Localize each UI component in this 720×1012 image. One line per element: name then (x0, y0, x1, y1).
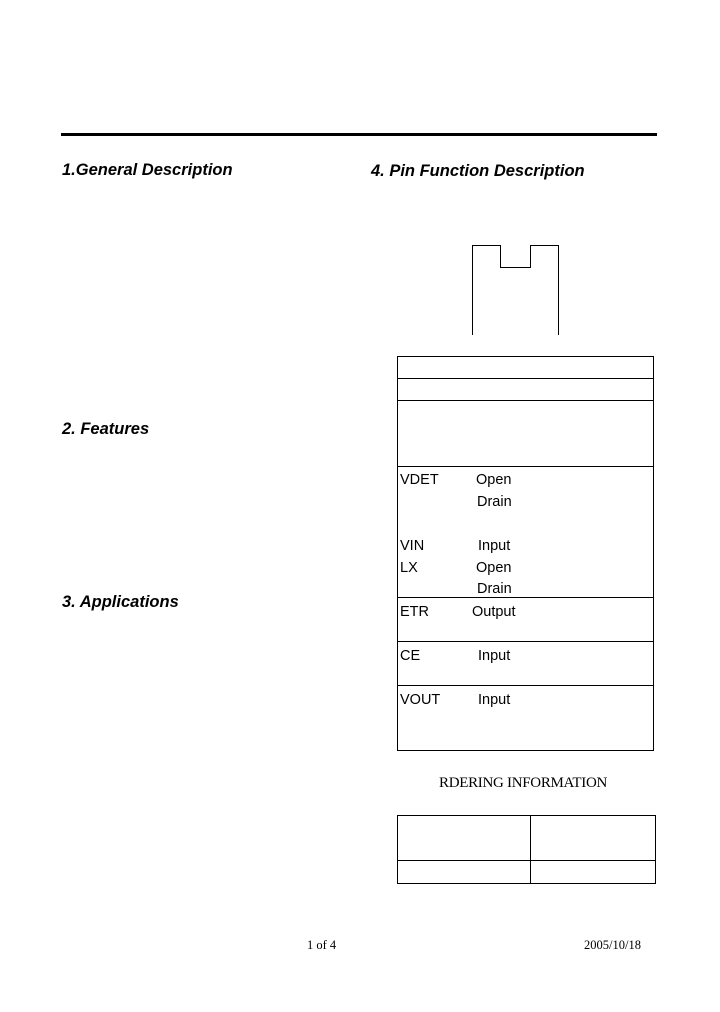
table-divider (397, 641, 654, 642)
pin-function-heading: 4. Pin Function Description (371, 162, 585, 180)
table-divider (397, 400, 654, 401)
pin-type: Input (478, 538, 511, 554)
table-divider (397, 597, 654, 598)
table-divider (397, 466, 654, 467)
pin-type-continued: Drain (477, 494, 512, 510)
pin-function-table (397, 356, 654, 751)
pin-type: Output (472, 604, 516, 620)
package-outline-diagram (470, 243, 562, 336)
applications-heading: 3. Applications (62, 593, 179, 611)
ordering-table (397, 815, 656, 884)
ordering-table-column-divider (530, 815, 531, 884)
pin-name: LX (400, 560, 418, 576)
general-description-heading: 1.General Description (62, 161, 233, 179)
ordering-table-border (397, 815, 656, 884)
page-number: 1 of 4 (307, 938, 337, 952)
ordering-table-row-divider (397, 860, 656, 861)
pin-name: VDET (400, 472, 439, 488)
table-divider (397, 378, 654, 379)
pin-type: Open (476, 472, 512, 488)
pin-type-continued: Drain (477, 581, 512, 597)
pin-name: VIN (400, 538, 425, 554)
pin-name: ETR (400, 604, 429, 620)
header-rule (61, 133, 657, 136)
pin-type: Open (476, 560, 512, 576)
pin-type: Input (478, 692, 511, 708)
features-heading: 2. Features (62, 420, 150, 438)
document-date: 2005/10/18 (584, 938, 641, 952)
table-divider (397, 685, 654, 686)
ordering-title: RDERING INFORMATION (439, 775, 608, 791)
pin-name: VOUT (400, 692, 441, 708)
pin-name: CE (400, 648, 421, 664)
pin-type: Input (478, 648, 511, 664)
